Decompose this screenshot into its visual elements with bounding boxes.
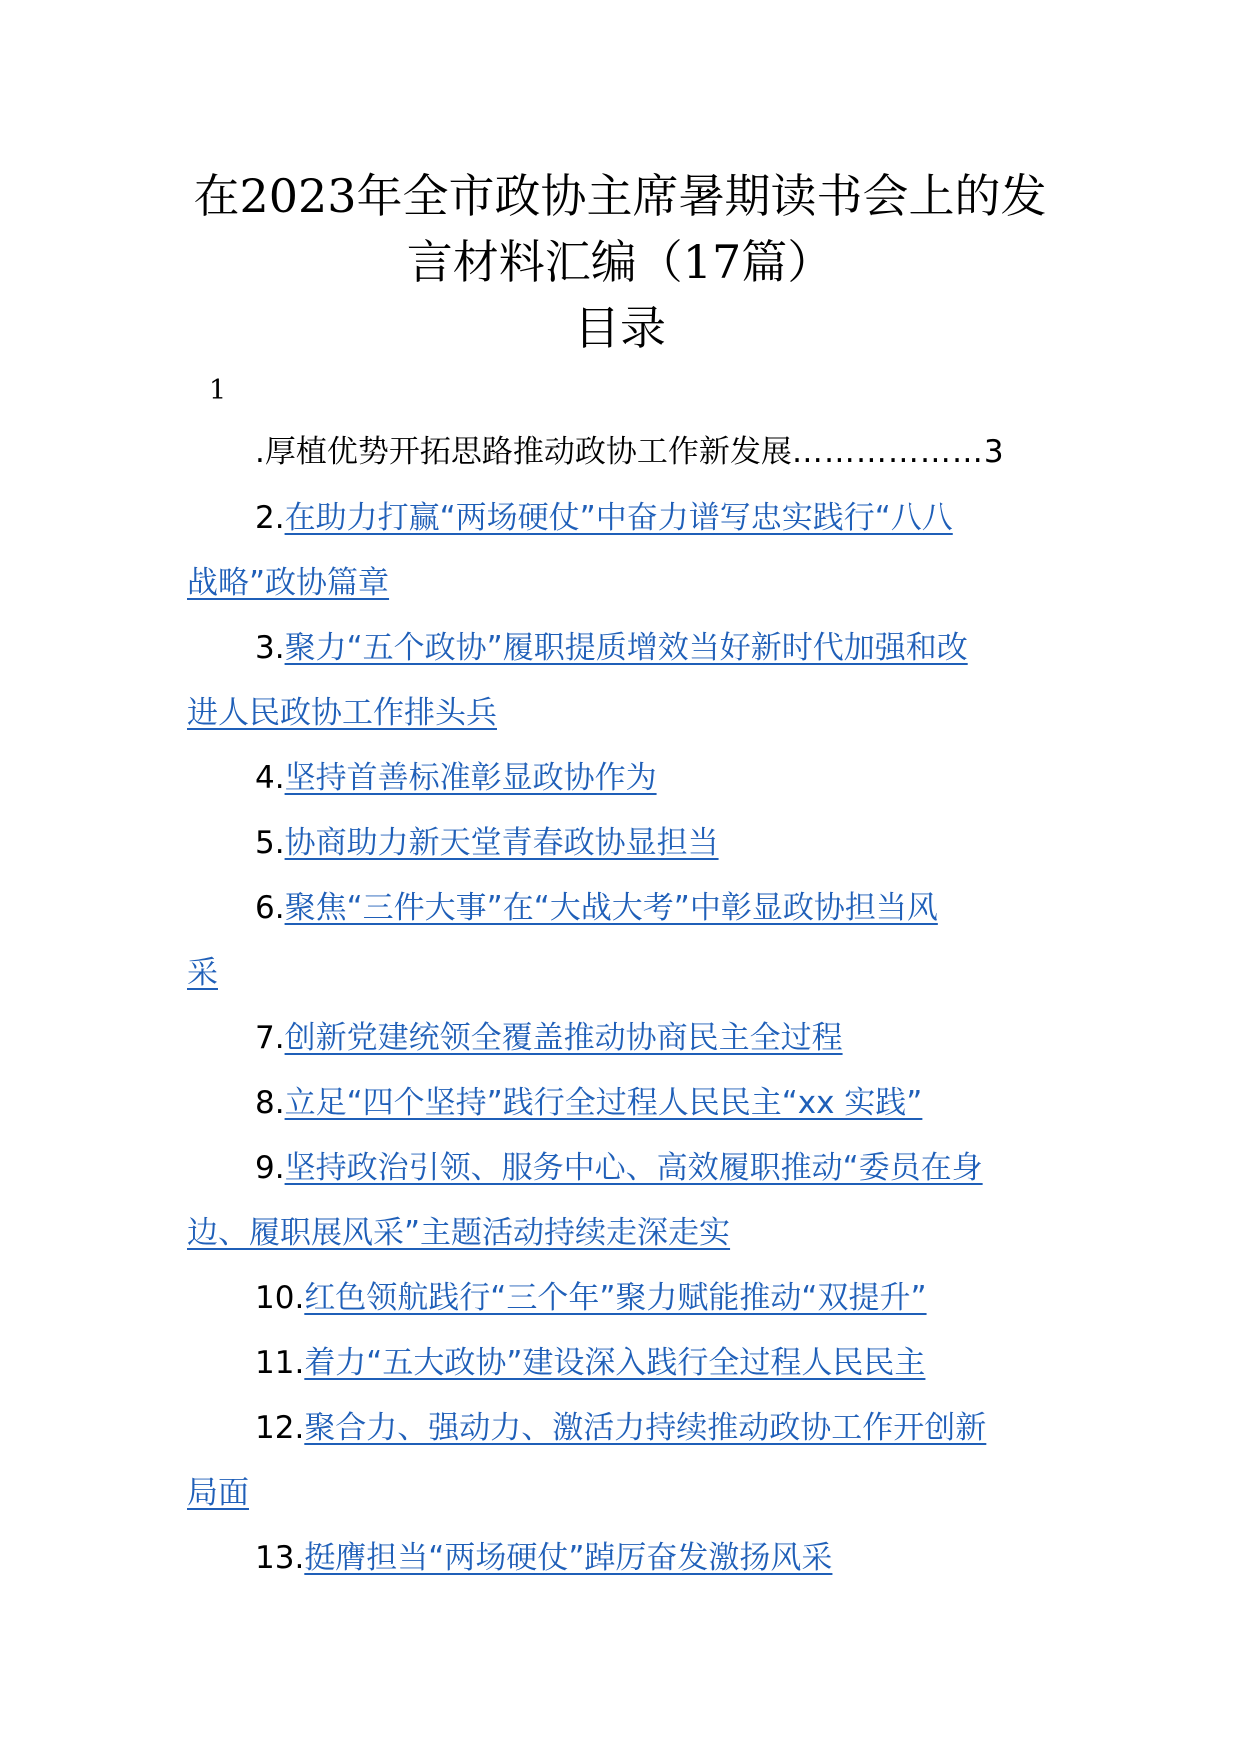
toc-entry-number: 5. [255,825,285,861]
title-count: 17 [682,235,742,289]
document-title-line-1 [150,168,1090,224]
toc-entry-number: 4. [255,760,285,796]
toc-entry-number: 3. [255,630,285,666]
toc-entry-3-link-cont[interactable]: 进人民政协工作排头兵 [187,695,497,731]
toc-entry-number: 6. [255,890,285,926]
title-line2-suffix: 篇） [741,235,834,289]
toc-entry-9[interactable] [255,1148,983,1188]
toc-entry-2-link[interactable]: 在助力打赢“两场硬仗”中奋力谱写忠实践行“八八 [284,500,953,536]
toc-entry-5-link[interactable]: 协商助力新天堂青春政协显担当 [284,825,719,861]
toc-entry-9-link[interactable]: 坚持政治引领、服务中心、高效履职推动“委员在身 [284,1150,983,1186]
toc-entry-1[interactable] [255,432,1004,472]
toc-entry-1-page: 3 [983,434,1004,470]
toc-entry-7[interactable] [255,1018,843,1058]
toc-entry-11[interactable] [255,1343,925,1383]
toc-entry-9-link-cont[interactable]: 边、履职展风采”主题活动持续走深走实 [187,1215,731,1251]
toc-entry-8[interactable] [255,1083,922,1123]
toc-entry-13[interactable] [255,1538,832,1578]
toc-entry-6[interactable] [255,888,938,928]
toc-entry-6-continued[interactable] [187,953,218,993]
toc-entry-number: 13. [255,1540,305,1576]
toc-entry-12-link-cont[interactable]: 局面 [187,1475,249,1511]
toc-entry-2-link-cont[interactable]: 战略”政协篇章 [187,565,390,601]
toc-leader-dots: ……………… [791,434,984,470]
toc-entry-2[interactable] [255,498,953,538]
toc-entry-8-link[interactable]: 立足“四个坚持”践行全过程人民民主“xx 实践” [284,1085,923,1121]
stray-number: 1 [209,375,227,406]
toc-entry-4-link[interactable]: 坚持首善标准彰显政协作为 [284,760,657,796]
toc-entry-10-link[interactable]: 红色领航践行“三个年”聚力赋能推动“双提升” [304,1280,927,1316]
toc-entry-6-link-cont[interactable]: 采 [187,955,218,991]
toc-entry-6-link[interactable]: 聚焦“三件大事”在“大战大考”中彰显政协担当风 [284,890,938,926]
title-suffix: 年全市政协主席暑期读书会上的发 [356,169,1047,223]
toc-entry-5[interactable] [255,823,719,863]
toc-entry-9-continued[interactable] [187,1213,730,1253]
toc-entry-11-link[interactable]: 着力“五大政协”建设深入践行全过程人民民主 [304,1345,926,1381]
toc-entry-12-link[interactable]: 聚合力、强动力、激活力持续推动政协工作开创新 [304,1410,987,1446]
toc-entry-1-text: .厚植优势开拓思路推动政协工作新发展 [255,434,792,470]
toc-entry-number: 10. [255,1280,305,1316]
toc-entry-3-continued[interactable] [187,693,497,733]
toc-entry-number: 2. [255,500,285,536]
toc-entry-number: 12. [255,1410,305,1446]
title-line2-prefix: 言材料汇编（ [406,235,683,289]
toc-entry-7-link[interactable]: 创新党建统领全覆盖推动协商民主全过程 [284,1020,843,1056]
toc-entry-12-continued[interactable] [187,1473,249,1513]
title-prefix: 在 [193,169,240,223]
title-year: 2023 [239,169,357,223]
toc-entry-12[interactable] [255,1408,986,1448]
toc-entry-10[interactable] [255,1278,927,1318]
toc-entry-number: 7. [255,1020,285,1056]
toc-entry-3[interactable] [255,628,968,668]
toc-entry-number: 8. [255,1085,285,1121]
toc-entry-2-continued[interactable] [187,563,389,603]
toc-entry-13-link[interactable]: 挺膺担当“两场硬仗”踔厉奋发激扬风采 [304,1540,833,1576]
toc-entry-number: 11. [255,1345,305,1381]
toc-entry-3-link[interactable]: 聚力“五个政协”履职提质增效当好新时代加强和改 [284,630,968,666]
toc-entry-number: 9. [255,1150,285,1186]
document-title-line-2 [150,234,1090,290]
toc-entry-4[interactable] [255,758,657,798]
toc-heading: 目录 [574,301,666,355]
